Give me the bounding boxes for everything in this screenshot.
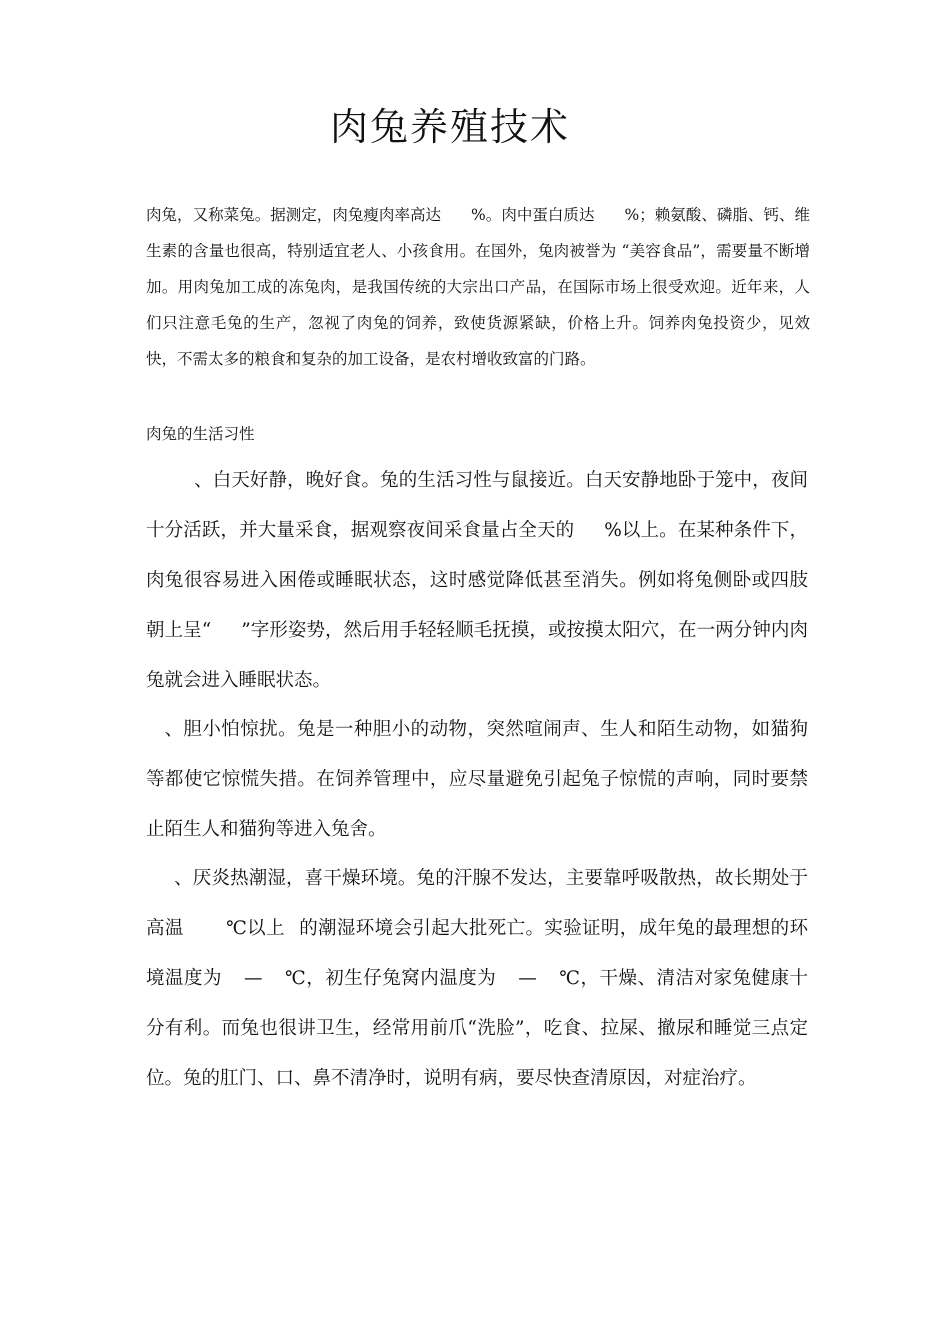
habit3-text-3: 的潮湿环境会引起大批死亡。实验证明，成年兔的最理想的环境温度为	[146, 918, 808, 989]
intro-text-1: 肉兔，又称菜兔。据测定，肉兔瘦肉率高达	[146, 206, 442, 224]
habit1-text-3: ”字形姿势，然后用手轻轻顺毛抚摸，或按摸太阳穴，在一两分钟内肉兔就会进入睡眠状态。	[146, 620, 808, 691]
habit3-text-5: ℃，初生仔兔窝内温度为	[284, 968, 497, 989]
habit-paragraph-1	[146, 456, 808, 706]
habit2-text-1: 、胆小怕惊扰。兔是一种胆小的动物，突然喧闹声、生人和陌生动物，如猫狗等都使它惊慌失措。在饲养管理中，应尽量避免引起兔子惊慌的声响，同时要禁止陌生人和猫狗等进入兔舍。	[146, 719, 808, 840]
habit1-text-1: 、白天好静，晚好食。兔的生活习性与鼠接近。白天安静地卧于笼中，夜间十分活跃，并大量采食，据观察夜间采食量占全天的	[146, 470, 808, 541]
habit3-text-7: ℃，干燥、清洁对家兔健康十分有利。而兔也很讲卫生，经常用前爪“洗脸”，吃食、拉屎、撤尿和睡觉三点定位。兔的肛门、口、鼻不清净时，说明有病，要尽快查清原因，对症治疗。	[146, 968, 808, 1089]
document-title: 肉兔养殖技术	[329, 105, 570, 149]
habit3-text-2: ℃以上	[225, 918, 285, 939]
habit-paragraph-2	[146, 705, 808, 855]
habit3-text-1: 、厌炎热潮湿，喜干燥环境。兔的汗腺不发达，主要靠呼吸散热，故长期处于高温	[146, 868, 808, 939]
habit3-text-6: —	[518, 968, 537, 989]
intro-paragraph	[146, 197, 810, 377]
section-heading: 肉兔的生活习性	[146, 425, 255, 443]
habit1-text-2: %以上。在某种条件下，肉兔很容易进入困倦或睡眠状态，这时感觉降低甚至消失。例如将兔侧卧或四肢朝上呈“	[146, 520, 808, 641]
habit-paragraph-3	[146, 854, 808, 1104]
habit3-text-4: —	[244, 968, 263, 989]
intro-text-3: %；赖氨酸、磷脂、钙、维生素的含量也很高，特别适宜老人、小孩食用。在国外，兔肉被誉为 “美容食品”，需要量不断增加。用肉兔加工成的冻兔肉，是我国传统的大宗出口产品，在国际市场上很受欢迎。近年来，人们只注意毛兔的生产，忽视了肉兔的饲养，致使货源紧缺，价格上升。饲养肉兔投资少，见效快，不需太多的粮食和复杂的加工设备，是农村增收致富的门路。	[146, 206, 810, 368]
intro-text-2: %。肉中蛋白质达	[471, 206, 595, 224]
